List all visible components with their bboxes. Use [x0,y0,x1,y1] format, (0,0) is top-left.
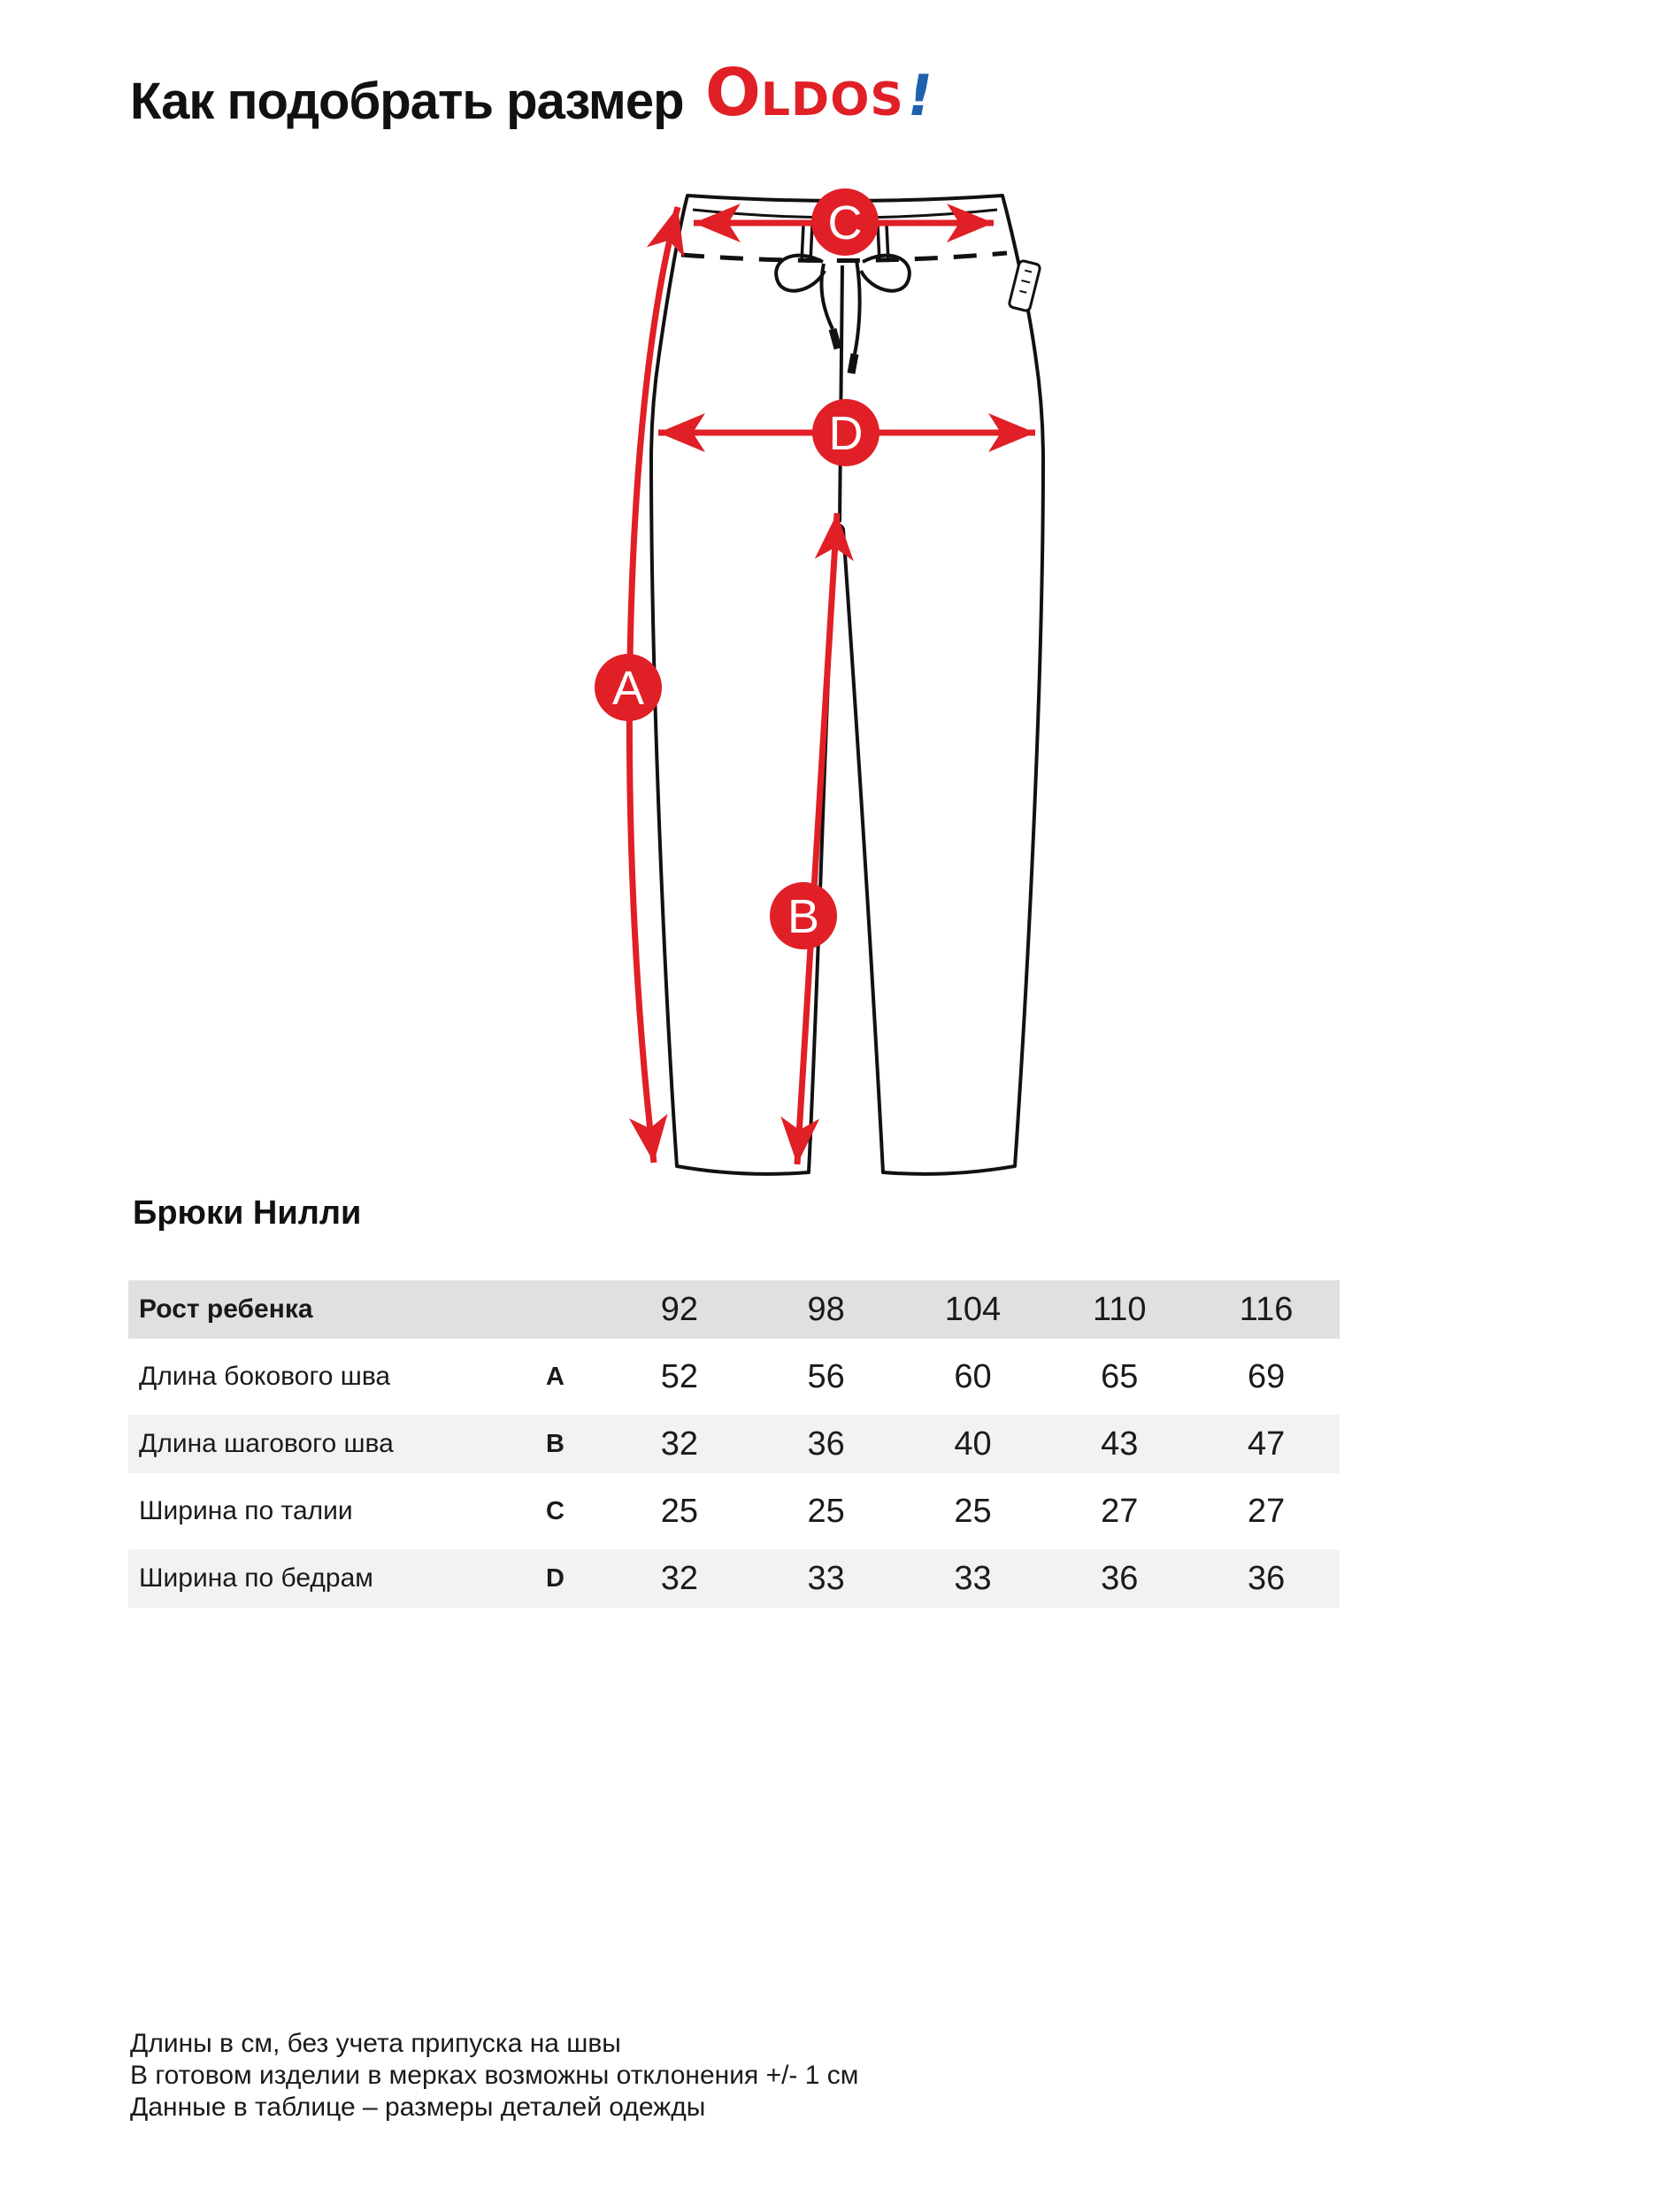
row-letter: A [546,1362,565,1391]
footnote-line: Данные в таблице – размеры деталей одежды [130,2093,706,2122]
row-value: 33 [954,1559,992,1597]
size-116: 116 [1239,1290,1294,1328]
row-value: 25 [660,1492,699,1530]
row-value: 47 [1247,1425,1286,1463]
row-value: 27 [1247,1492,1286,1530]
row-value: 65 [1101,1357,1139,1395]
row-value: 32 [660,1559,699,1597]
row-value: 27 [1101,1492,1139,1530]
row-value: 25 [954,1492,992,1530]
row-value: 60 [954,1357,992,1395]
size-110: 110 [1092,1290,1147,1328]
oldos-logo [704,55,939,131]
logo-letters-ldos: LDOS [760,73,904,127]
table-row-c [128,1482,1340,1540]
logo-exclamation: ! [901,64,939,129]
footnotes [130,2028,858,2124]
table-header-row [128,1280,1340,1339]
page-title-text: Как подобрать размер [130,73,684,130]
badge-b-letter: B [787,890,820,943]
table-row-a [128,1348,1340,1406]
badge-c-letter: C [827,196,863,250]
size-98: 98 [807,1290,845,1328]
row-value: 56 [807,1357,845,1395]
table-row-b [128,1415,1340,1473]
row-label: Ширина по бедрам [139,1563,373,1593]
row-label: Ширина по талии [139,1496,353,1525]
row-value: 52 [660,1357,699,1395]
product-name: Брюки Нилли [133,1194,362,1232]
row-letter: D [546,1563,565,1593]
row-value: 43 [1101,1425,1139,1463]
badge-d-letter: D [828,407,864,460]
table-row-d [128,1549,1340,1608]
row-value: 25 [807,1492,845,1530]
row-value: 33 [807,1559,845,1597]
row-letter: C [546,1496,565,1525]
footnote-line: В готовом изделии в мерках возможны отклонения +/- 1 см [130,2061,859,2090]
badge-a-letter: A [611,662,645,715]
footnote-line: Длины в см, без учета припуска на швы [130,2029,621,2058]
row-value: 36 [1101,1559,1139,1597]
row-value: 69 [1247,1357,1286,1395]
row-label: Длина бокового шва [139,1362,391,1391]
row-label: Длина шагового шва [139,1429,394,1458]
row-letter: B [546,1429,565,1458]
pants-measurement-diagram [522,159,1124,1221]
row-value: 36 [1247,1559,1286,1597]
page-title [130,55,939,134]
size-104: 104 [944,1290,1002,1328]
row-value: 32 [660,1425,699,1463]
row-value: 40 [954,1425,992,1463]
logo-letter-o: O [704,55,761,131]
size-table [128,1280,1340,1608]
row-value: 36 [807,1425,845,1463]
table-header-label: Рост ребенка [139,1294,313,1324]
pants-outline [651,196,1043,1174]
size-92: 92 [660,1290,699,1328]
